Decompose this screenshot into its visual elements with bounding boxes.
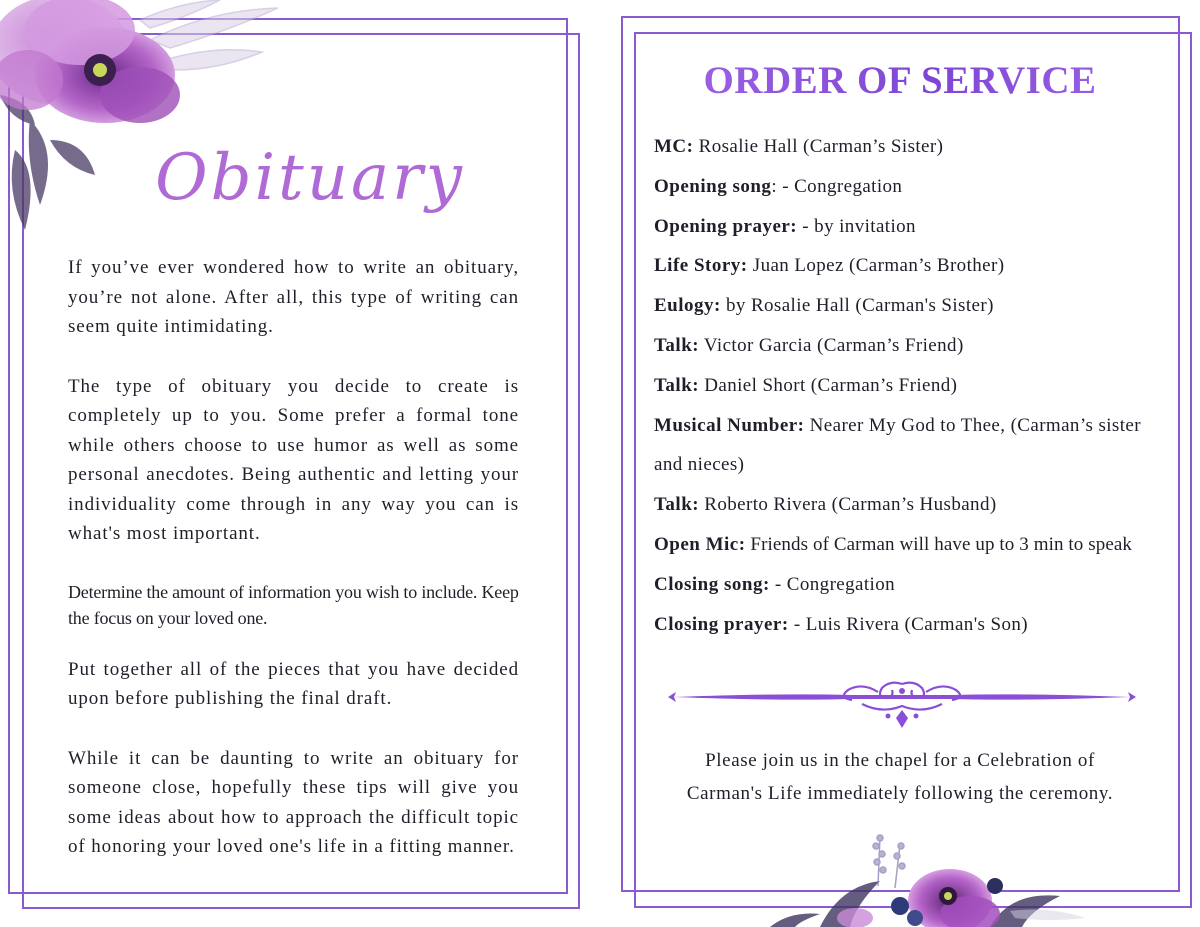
obituary-paragraph: If you’ve ever wondered how to write an obituary, you’re not alone. After all, this type of writing can seem quite intimidating.	[68, 257, 519, 337]
obituary-paragraph: Put together all of the pieces that you have decided upon before publishing the final draft.	[68, 658, 519, 709]
service-item	[654, 167, 1169, 207]
service-item	[654, 326, 1169, 366]
floral-bottom-decoration	[760, 826, 1090, 927]
obituary-title: Obituary	[155, 141, 465, 215]
order-of-service-panel	[600, 0, 1200, 927]
service-item-text: Friends of Carman will have up to 3 min to speak	[745, 533, 1132, 555]
service-item-label: Opening prayer:	[654, 215, 798, 237]
service-item-text: Juan Lopez (Carman’s Brother)	[747, 255, 1005, 277]
celebration-line: Please join us in the chapel for a Celebration of	[705, 750, 1095, 771]
service-item-label: Opening song	[654, 175, 772, 197]
service-item	[654, 246, 1169, 286]
service-item	[654, 366, 1169, 406]
service-item-label: Open Mic:	[654, 533, 746, 555]
service-item	[654, 485, 1169, 525]
obituary-body	[68, 253, 519, 892]
service-list	[654, 127, 1169, 644]
service-item-text: Daniel Short (Carman’s Friend)	[699, 374, 958, 396]
service-item	[654, 406, 1169, 486]
ornamental-divider-icon	[662, 676, 1142, 732]
service-item-label: Talk:	[654, 374, 700, 396]
service-item-label: Talk:	[654, 494, 700, 516]
service-item-label: Eulogy:	[654, 295, 721, 317]
service-item-label: Closing song:	[654, 573, 770, 595]
service-item-text: by Rosalie Hall (Carman's Sister)	[720, 295, 994, 317]
service-item	[654, 565, 1169, 605]
obituary-paragraph: Determine the amount of information you wish to include. Keep the focus on your loved one.	[68, 581, 519, 628]
service-item	[654, 286, 1169, 326]
service-item	[654, 127, 1169, 167]
service-item	[654, 605, 1169, 645]
celebration-line: Carman's Life immediately following the ceremony.	[686, 783, 1114, 804]
celebration-note	[648, 744, 1152, 810]
service-item-text: Rosalie Hall (Carman’s Sister)	[693, 136, 944, 157]
service-item-label: Talk:	[654, 334, 700, 356]
service-item-text: Nearer My God to Thee, (Carman’s sister and nieces)	[654, 414, 1141, 476]
service-item	[654, 207, 1169, 247]
obituary-paragraph: The type of obituary you decide to create is completely up to you. Some prefer a formal tone while others choose to use humor as well as some personal anecdotes. Being authentic and letting your individuality come through in any way you can is what's most important.	[68, 375, 519, 544]
service-item-text: : - Congregation	[771, 175, 903, 197]
service-item-label: MC:	[654, 136, 694, 157]
service-item	[654, 525, 1169, 565]
service-item-text: - Congregation	[769, 573, 896, 595]
service-item-text: - by invitation	[797, 215, 916, 237]
service-item-label: Musical Number:	[654, 414, 805, 436]
obituary-paragraph: While it can be daunting to write an obituary for someone close, hopefully these tips will give you some ideas about how to approach the difficult topic of honoring your loved one's life in a fitting manner.	[68, 747, 519, 857]
service-item-text: - Luis Rivera (Carman's Son)	[788, 613, 1028, 635]
service-item-text: Victor Garcia (Carman’s Friend)	[699, 334, 964, 356]
service-item-label: Closing prayer:	[654, 613, 789, 635]
service-item-text: Roberto Rivera (Carman’s Husband)	[699, 494, 997, 516]
order-of-service-title: ORDER OF SERVICE	[600, 58, 1200, 103]
service-item-label: Life Story:	[654, 255, 748, 277]
